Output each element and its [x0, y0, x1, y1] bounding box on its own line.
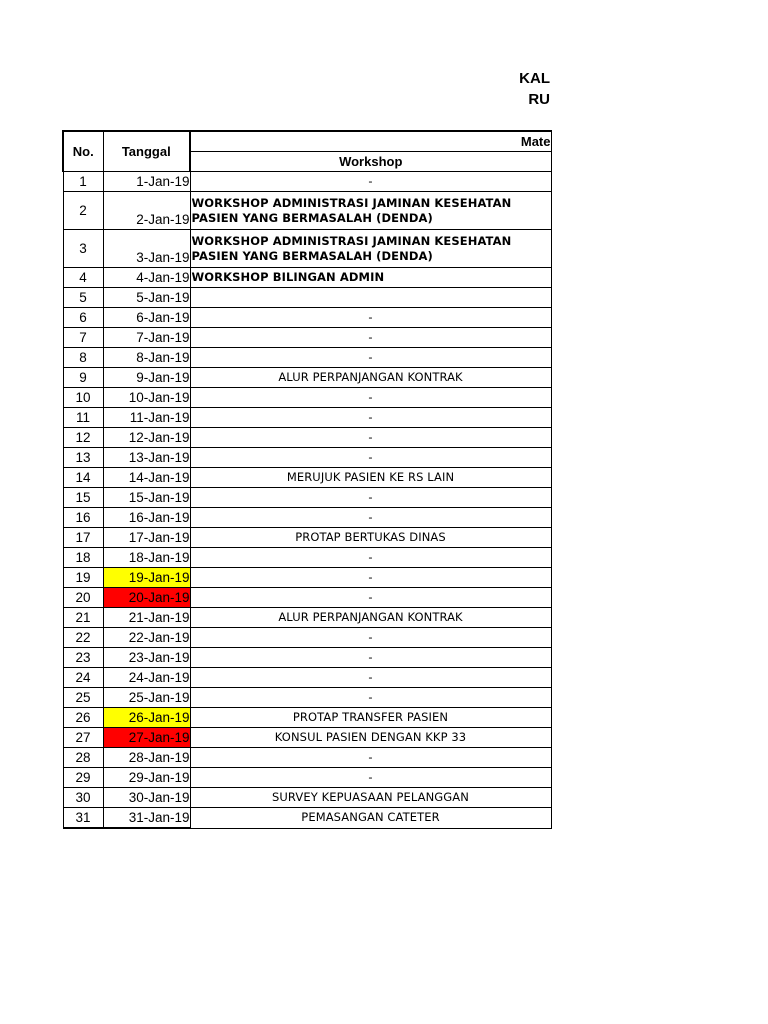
row-number[interactable]: 24: [63, 668, 103, 688]
row-workshop[interactable]: ALUR PERPANJANGAN KONTRAK: [190, 608, 551, 628]
row-date[interactable]: 27-Jan-19: [103, 728, 190, 748]
row-number[interactable]: 21: [63, 608, 103, 628]
table-row: [63, 748, 551, 768]
row-date[interactable]: 10-Jan-19: [103, 388, 190, 408]
table-row: [63, 568, 551, 588]
row-date[interactable]: 12-Jan-19: [103, 428, 190, 448]
row-date[interactable]: 16-Jan-19: [103, 508, 190, 528]
table-row: [63, 708, 551, 728]
row-workshop[interactable]: -: [190, 668, 551, 688]
row-workshop[interactable]: -: [190, 748, 551, 768]
table-row: [63, 728, 551, 748]
table-row: [63, 768, 551, 788]
row-workshop[interactable]: WORKSHOP ADMINISTRASI JAMINAN KESEHATAN PASIEN YANG BERMASALAH (DENDA): [190, 192, 551, 230]
row-number[interactable]: 18: [63, 548, 103, 568]
row-date[interactable]: 7-Jan-19: [103, 328, 190, 348]
schedule-sheet: [62, 130, 552, 829]
table-row: [63, 548, 551, 568]
table-row: [63, 428, 551, 448]
row-workshop[interactable]: SURVEY KEPUASAAN PELANGGAN: [190, 788, 551, 808]
row-workshop[interactable]: -: [190, 448, 551, 468]
row-date[interactable]: 31-Jan-19: [103, 808, 190, 829]
row-number[interactable]: 3: [63, 230, 103, 268]
table-row: [63, 288, 551, 308]
row-workshop[interactable]: WORKSHOP BILINGAN ADMIN: [190, 268, 551, 288]
row-number[interactable]: 12: [63, 428, 103, 448]
row-workshop[interactable]: PROTAP BERTUKAS DINAS: [190, 528, 551, 548]
row-date[interactable]: 26-Jan-19: [103, 708, 190, 728]
table-row: [63, 308, 551, 328]
row-number[interactable]: 19: [63, 568, 103, 588]
row-workshop[interactable]: -: [190, 688, 551, 708]
table-row: [63, 192, 551, 230]
table-row: [63, 448, 551, 468]
row-number[interactable]: 20: [63, 588, 103, 608]
table-row: [63, 468, 551, 488]
document-title-line-2: RU: [528, 91, 550, 108]
row-workshop[interactable]: -: [190, 308, 551, 328]
row-number[interactable]: 17: [63, 528, 103, 548]
row-workshop[interactable]: -: [190, 548, 551, 568]
row-number[interactable]: 7: [63, 328, 103, 348]
table-row: [63, 268, 551, 288]
row-date[interactable]: 2-Jan-19: [103, 192, 190, 230]
row-workshop[interactable]: -: [190, 428, 551, 448]
row-number[interactable]: 5: [63, 288, 103, 308]
row-workshop[interactable]: -: [190, 488, 551, 508]
row-number[interactable]: 15: [63, 488, 103, 508]
row-number[interactable]: 31: [63, 808, 103, 829]
row-date[interactable]: 15-Jan-19: [103, 488, 190, 508]
row-number[interactable]: 26: [63, 708, 103, 728]
row-date[interactable]: 21-Jan-19: [103, 608, 190, 628]
table-row: [63, 368, 551, 388]
row-number[interactable]: 22: [63, 628, 103, 648]
schedule-table: [62, 130, 552, 829]
row-number[interactable]: 27: [63, 728, 103, 748]
table-row: [63, 528, 551, 548]
row-date[interactable]: 13-Jan-19: [103, 448, 190, 468]
row-date[interactable]: 19-Jan-19: [103, 568, 190, 588]
table-row: [63, 408, 551, 428]
row-date[interactable]: 8-Jan-19: [103, 348, 190, 368]
row-number[interactable]: 4: [63, 268, 103, 288]
row-date[interactable]: 9-Jan-19: [103, 368, 190, 388]
row-workshop[interactable]: KONSUL PASIEN DENGAN KKP 33: [190, 728, 551, 748]
row-number[interactable]: 9: [63, 368, 103, 388]
row-workshop[interactable]: -: [190, 388, 551, 408]
row-number[interactable]: 14: [63, 468, 103, 488]
row-number[interactable]: 2: [63, 192, 103, 230]
row-workshop[interactable]: -: [190, 408, 551, 428]
table-row: [63, 688, 551, 708]
row-workshop[interactable]: -: [190, 568, 551, 588]
column-header-workshop: Workshop: [190, 152, 551, 172]
column-header-materi: Mate: [190, 131, 551, 152]
row-workshop[interactable]: -: [190, 508, 551, 528]
table-row: [63, 608, 551, 628]
row-date[interactable]: 25-Jan-19: [103, 688, 190, 708]
row-date[interactable]: 23-Jan-19: [103, 648, 190, 668]
row-date[interactable]: 30-Jan-19: [103, 788, 190, 808]
table-row: [63, 230, 551, 268]
row-date[interactable]: 1-Jan-19: [103, 172, 190, 192]
row-date[interactable]: 18-Jan-19: [103, 548, 190, 568]
row-date[interactable]: 20-Jan-19: [103, 588, 190, 608]
row-workshop[interactable]: -: [190, 328, 551, 348]
row-workshop[interactable]: -: [190, 588, 551, 608]
document-title-line-1: KAL: [519, 70, 550, 87]
row-date[interactable]: 17-Jan-19: [103, 528, 190, 548]
row-number[interactable]: 11: [63, 408, 103, 428]
row-workshop[interactable]: PEMASANGAN CATETER: [190, 808, 551, 829]
table-row: [63, 172, 551, 192]
row-date[interactable]: 5-Jan-19: [103, 288, 190, 308]
row-number[interactable]: 16: [63, 508, 103, 528]
row-date[interactable]: 3-Jan-19: [103, 230, 190, 268]
row-number[interactable]: 10: [63, 388, 103, 408]
row-workshop[interactable]: [190, 288, 551, 308]
row-number[interactable]: 13: [63, 448, 103, 468]
row-number[interactable]: 23: [63, 648, 103, 668]
column-header-no: No.: [63, 131, 103, 172]
row-workshop[interactable]: PROTAP TRANSFER PASIEN: [190, 708, 551, 728]
row-workshop[interactable]: -: [190, 348, 551, 368]
row-number[interactable]: 28: [63, 748, 103, 768]
table-row: [63, 388, 551, 408]
row-date[interactable]: 28-Jan-19: [103, 748, 190, 768]
schedule-rows: [63, 172, 551, 829]
table-row: [63, 788, 551, 808]
row-date[interactable]: 14-Jan-19: [103, 468, 190, 488]
row-workshop[interactable]: -: [190, 628, 551, 648]
row-workshop[interactable]: -: [190, 768, 551, 788]
table-row: [63, 808, 551, 829]
column-header-tanggal: Tanggal: [103, 131, 190, 172]
row-number[interactable]: 29: [63, 768, 103, 788]
table-row: [63, 328, 551, 348]
table-row: [63, 668, 551, 688]
row-date[interactable]: 22-Jan-19: [103, 628, 190, 648]
row-number[interactable]: 30: [63, 788, 103, 808]
table-row: [63, 508, 551, 528]
row-workshop[interactable]: ALUR PERPANJANGAN KONTRAK: [190, 368, 551, 388]
row-number[interactable]: 8: [63, 348, 103, 368]
row-date[interactable]: 24-Jan-19: [103, 668, 190, 688]
row-workshop[interactable]: MERUJUK PASIEN KE RS LAIN: [190, 468, 551, 488]
row-workshop[interactable]: WORKSHOP ADMINISTRASI JAMINAN KESEHATAN PASIEN YANG BERMASALAH (DENDA): [190, 230, 551, 268]
row-date[interactable]: 11-Jan-19: [103, 408, 190, 428]
table-row: [63, 588, 551, 608]
row-number[interactable]: 25: [63, 688, 103, 708]
table-row: [63, 488, 551, 508]
row-date[interactable]: 6-Jan-19: [103, 308, 190, 328]
row-number[interactable]: 6: [63, 308, 103, 328]
row-workshop[interactable]: -: [190, 648, 551, 668]
row-number[interactable]: 1: [63, 172, 103, 192]
row-workshop[interactable]: -: [190, 172, 551, 192]
row-date[interactable]: 29-Jan-19: [103, 768, 190, 788]
table-row: [63, 348, 551, 368]
table-row: [63, 628, 551, 648]
table-row: [63, 648, 551, 668]
row-date[interactable]: 4-Jan-19: [103, 268, 190, 288]
